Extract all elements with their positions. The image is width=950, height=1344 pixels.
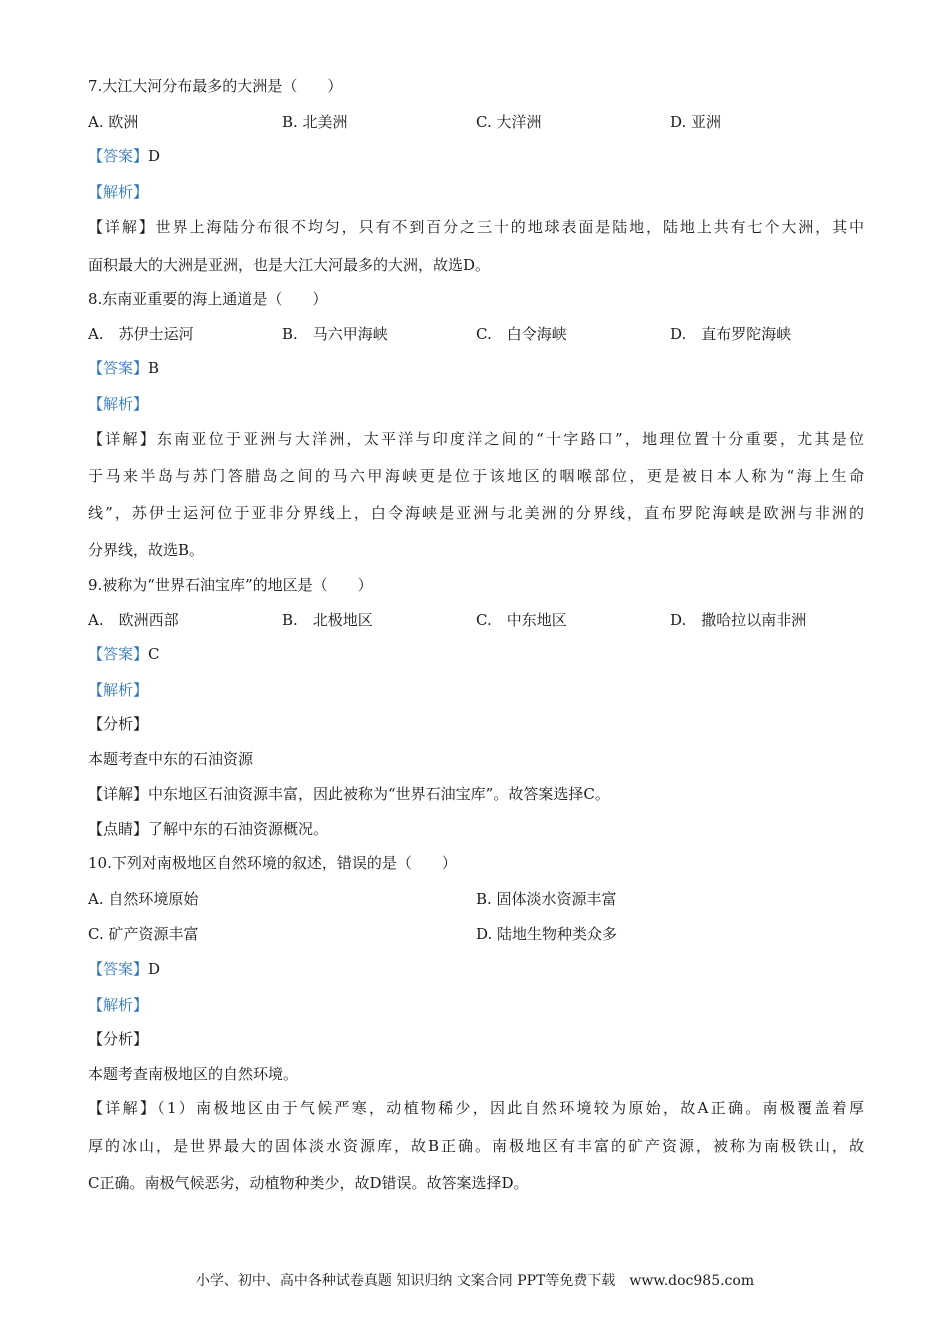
q8-stem: 8.东南亚重要的海上通道是（ ） bbox=[88, 290, 328, 308]
q9-option-b: B. 北极地区 bbox=[282, 611, 373, 629]
q7-option-c: C. 大洋洲 bbox=[476, 113, 542, 131]
q9-fenxi-text: 本题考查中东的石油资源 bbox=[88, 750, 254, 768]
q7-stem: 7.大江大河分布最多的大洲是（ ） bbox=[88, 77, 343, 95]
q10-detail-line-2: 厚的冰山，是世界最大的固体淡水资源库，故B正确。南极地区有丰富的矿产资源，被称为南极铁山，故 bbox=[88, 1137, 864, 1155]
q8-option-c: C. 白令海峡 bbox=[476, 325, 567, 343]
detail-text: （1）南极地区由于气候严寒，动植物稀少，因此自然环境较为原始，故A正确。南极覆盖着厚 bbox=[157, 1099, 864, 1117]
q9-detail bbox=[88, 784, 610, 804]
q8-detail-line-3: 线”，苏伊士运河位于亚非分界线上，白令海峡是亚洲与北美洲的分界线，直布罗陀海峡是欧洲与非洲的 bbox=[88, 504, 864, 522]
q10-detail-line-1 bbox=[88, 1098, 864, 1118]
q8-option-d: D. 直布罗陀海峡 bbox=[670, 325, 792, 343]
q7-answer bbox=[88, 146, 160, 166]
q7-option-b: B. 北美洲 bbox=[282, 113, 348, 131]
q9-option-a: A. 欧洲西部 bbox=[88, 611, 179, 629]
q9-fenxi-tag: 【分析】 bbox=[88, 715, 149, 733]
q10-option-c: C. 矿产资源丰富 bbox=[88, 925, 199, 943]
answer-tag: 【答案】 bbox=[88, 645, 149, 663]
q9-stem: 9.被称为“世界石油宝库”的地区是（ ） bbox=[88, 576, 373, 594]
q8-detail-line-4: 分界线，故选B。 bbox=[88, 541, 205, 559]
detail-tag: 【详解】 bbox=[88, 430, 157, 448]
q10-fenxi-tag: 【分析】 bbox=[88, 1030, 149, 1048]
page-footer: 小学、初中、高中各种试卷真题 知识归纳 文案合同 PPT等免费下载 www.doc985.com bbox=[195, 1273, 755, 1289]
q10-answer bbox=[88, 959, 160, 979]
q10-option-b: B. 固体淡水资源丰富 bbox=[476, 890, 617, 908]
detail-text: 东南亚位于亚洲与大洋洲，太平洋与印度洋之间的“十字路口”，地理位置十分重要，尤其是位 bbox=[156, 430, 864, 448]
q8-detail-line-1 bbox=[88, 429, 864, 449]
answer-value: D bbox=[148, 960, 161, 978]
detail-tag: 【详解】 bbox=[88, 1099, 158, 1117]
q9-analysis-tag: 【解析】 bbox=[88, 681, 149, 699]
answer-tag: 【答案】 bbox=[88, 960, 149, 978]
q8-analysis-tag: 【解析】 bbox=[88, 395, 149, 413]
q7-option-a: A. 欧洲 bbox=[88, 113, 139, 131]
q8-answer bbox=[88, 358, 159, 378]
detail-text: 中东地区石油资源丰富，因此被称为“世界石油宝库”。故答案选择C。 bbox=[148, 785, 610, 803]
detail-tag: 【详解】 bbox=[88, 785, 149, 803]
detail-text: 世界上海陆分布很不均匀，只有不到百分之三十的地球表面是陆地，陆地上共有七个大洲，其中 bbox=[155, 218, 864, 236]
q10-option-d: D. 陆地生物种类众多 bbox=[476, 925, 618, 943]
q9-dianjing bbox=[88, 819, 328, 839]
q7-analysis-tag: 【解析】 bbox=[88, 183, 149, 201]
q10-option-a: A. 自然环境原始 bbox=[88, 890, 199, 908]
answer-value: D bbox=[148, 147, 161, 165]
q7-detail-line-1 bbox=[88, 217, 864, 237]
q9-answer bbox=[88, 644, 160, 664]
q10-detail-line-3: C正确。南极气候恶劣，动植物种类少，故D错误。故答案选择D。 bbox=[88, 1174, 529, 1192]
answer-value: C bbox=[148, 645, 160, 663]
q8-option-b: B. 马六甲海峡 bbox=[282, 325, 388, 343]
dianjing-tag: 【点睛】 bbox=[88, 820, 149, 838]
q7-option-d: D. 亚洲 bbox=[670, 113, 722, 131]
q10-stem: 10.下列对南极地区自然环境的叙述，错误的是（ ） bbox=[88, 854, 457, 872]
detail-tag: 【详解】 bbox=[88, 218, 156, 236]
q7-detail-line-2: 面积最大的大洲是亚洲，也是大江大河最多的大洲，故选D。 bbox=[88, 256, 491, 274]
answer-value: B bbox=[148, 359, 160, 377]
q10-analysis-tag: 【解析】 bbox=[88, 996, 149, 1014]
answer-tag: 【答案】 bbox=[88, 147, 149, 165]
q8-detail-line-2: 于马来半岛与苏门答腊岛之间的马六甲海峡更是位于该地区的咽喉部位，更是被日本人称为“海上生命 bbox=[88, 467, 864, 485]
q9-option-d: D. 撒哈拉以南非洲 bbox=[670, 611, 807, 629]
q9-option-c: C. 中东地区 bbox=[476, 611, 567, 629]
q8-option-a: A. 苏伊士运河 bbox=[88, 325, 194, 343]
dianjing-text: 了解中东的石油资源概况。 bbox=[148, 820, 329, 838]
answer-tag: 【答案】 bbox=[88, 359, 149, 377]
q10-fenxi-text: 本题考查南极地区的自然环境。 bbox=[88, 1065, 299, 1083]
